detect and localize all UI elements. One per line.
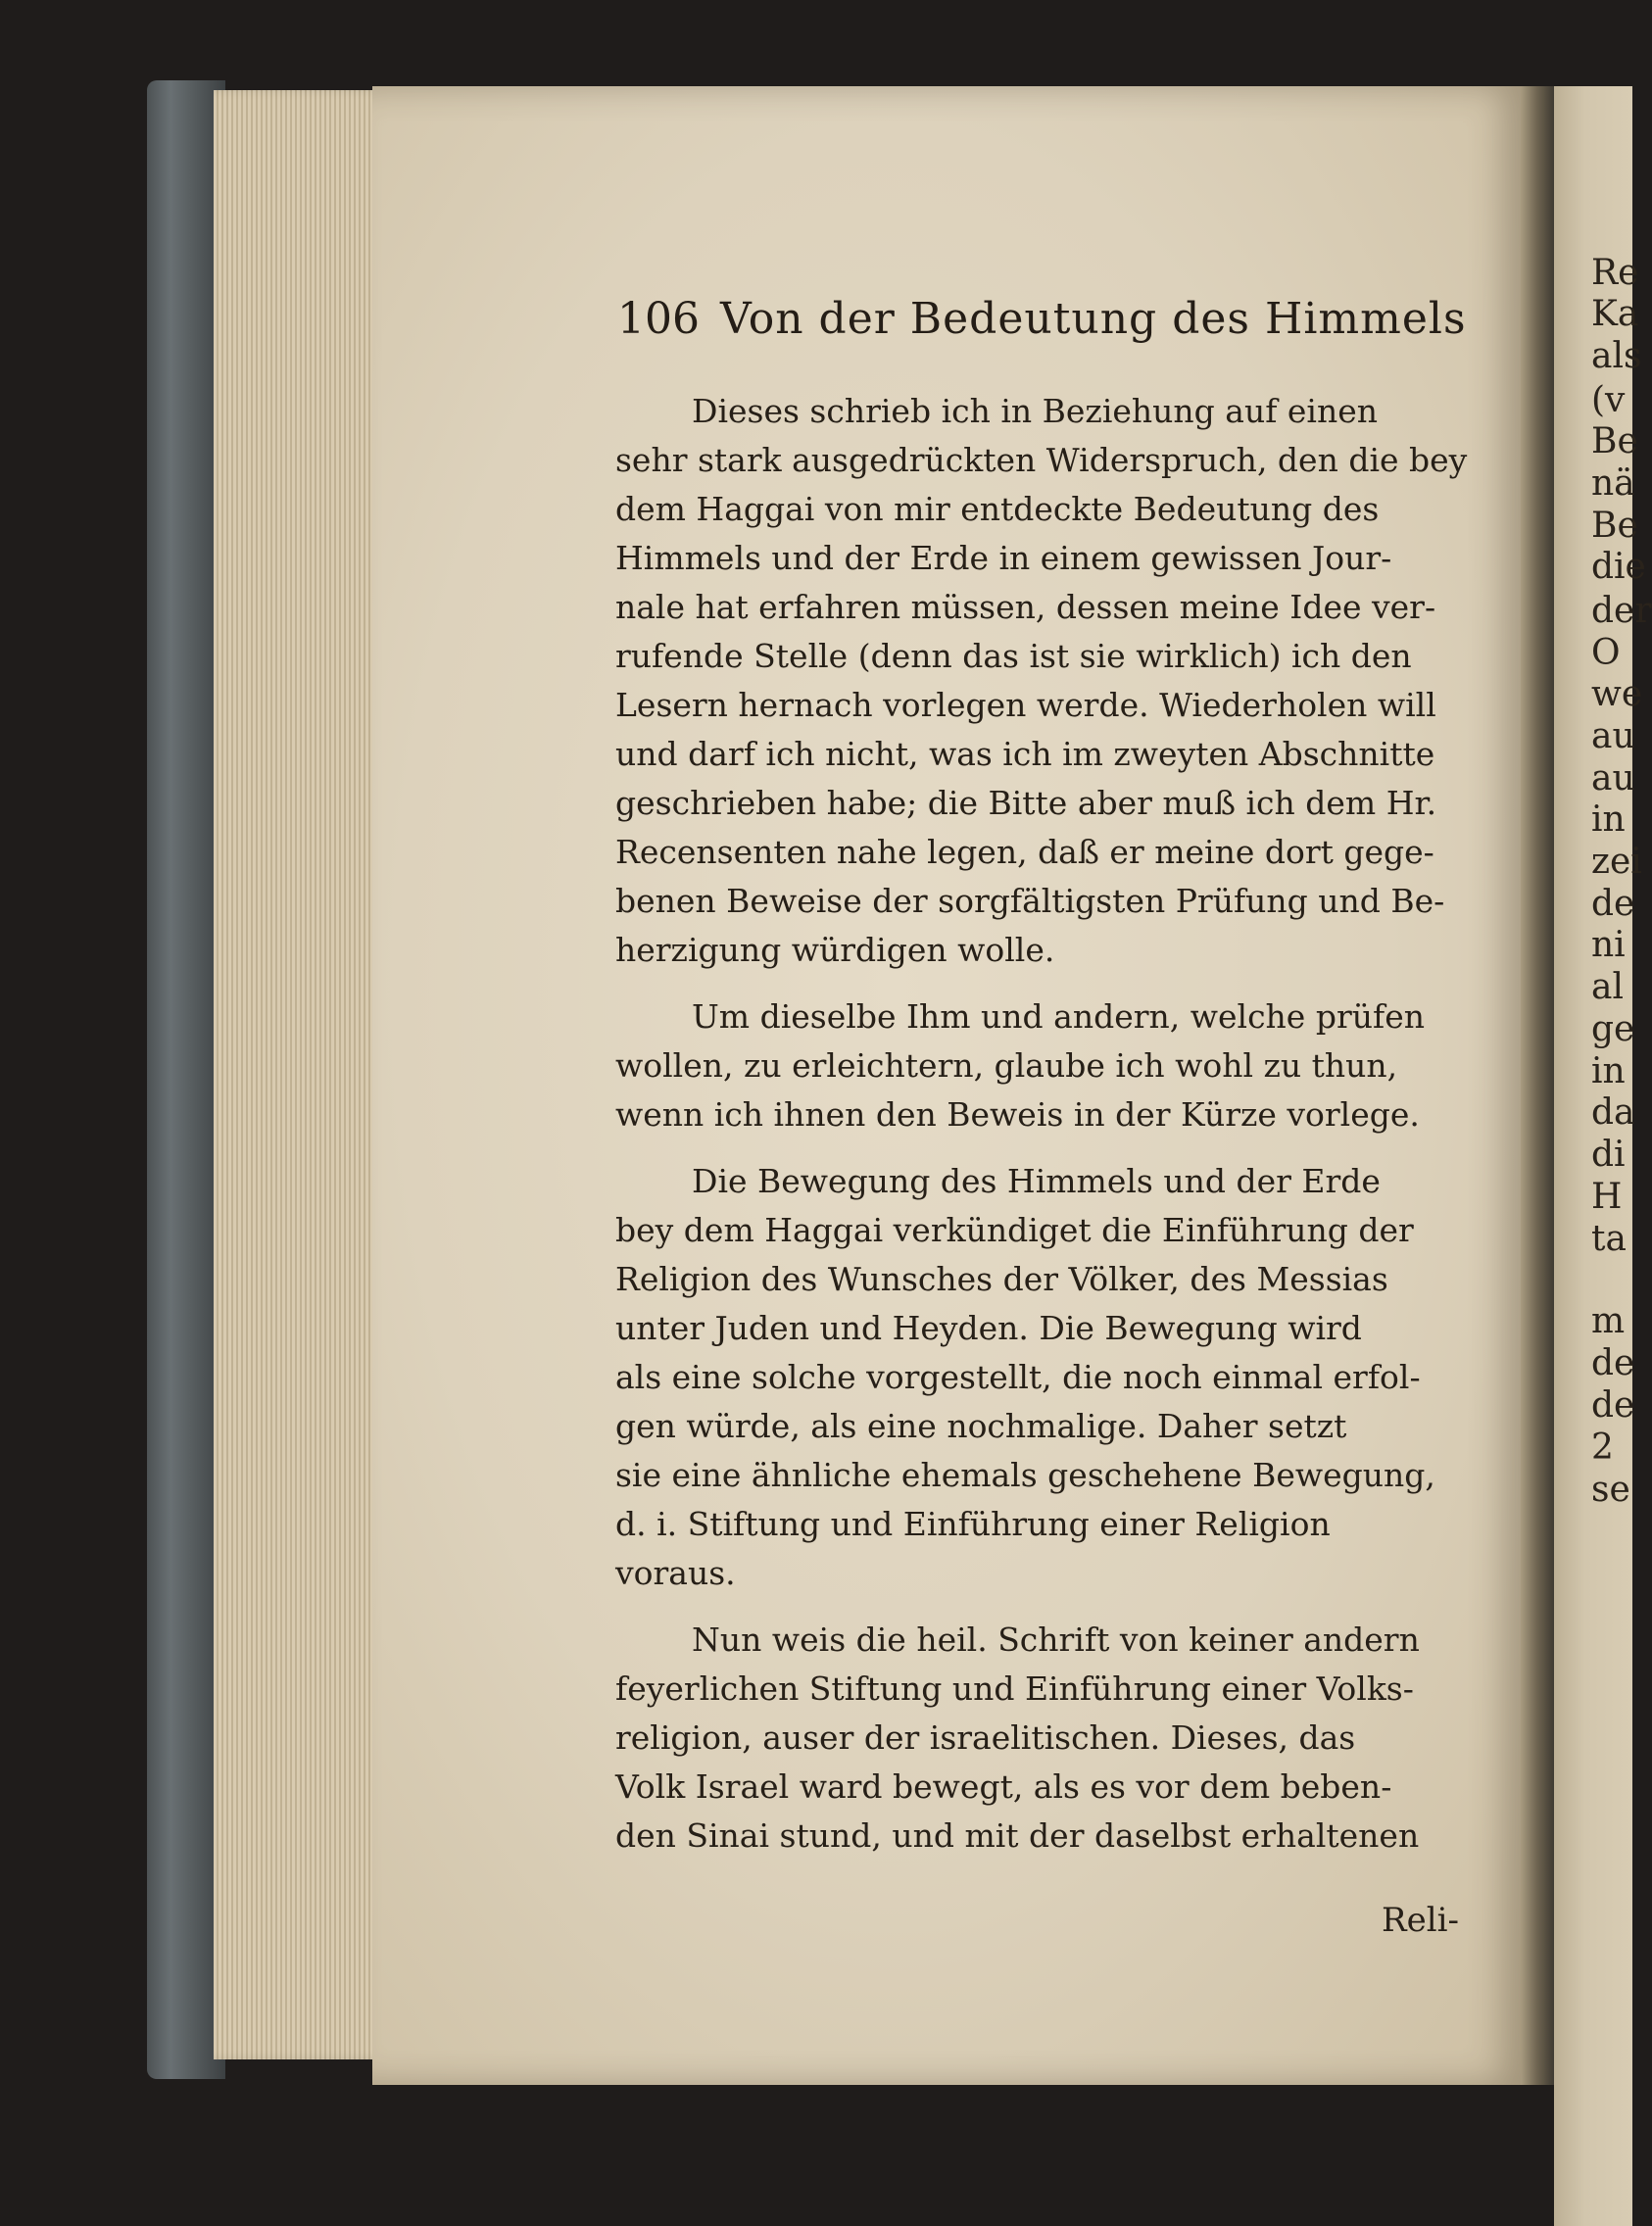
text-line: als eine solche vorgestellt, die noch einmal erfol-: [615, 1358, 1421, 1396]
facing-page-text: die: [1591, 547, 1646, 587]
text-line: nale hat erfahren müssen, dessen meine Idee ver-: [615, 588, 1436, 626]
text-line: rufende Stelle (denn das ist sie wirklich) ich den: [615, 637, 1412, 675]
text-line: wollen, zu erleichtern, glaube ich wohl zu thun,: [615, 1046, 1398, 1085]
facing-page-text: Ka: [1591, 294, 1639, 334]
text-line: unter Juden und Heyden. Die Bewegung wird: [615, 1309, 1362, 1347]
text-line: bey dem Haggai verkündiget die Einführung der: [615, 1211, 1414, 1249]
facing-page-text: Be: [1591, 421, 1638, 461]
facing-page-text: se: [1591, 1470, 1630, 1510]
page-header: [617, 294, 1467, 353]
paragraph: [615, 1157, 1478, 1598]
text-line: sehr stark ausgedrückten Widerspruch, den die bey: [615, 441, 1468, 479]
facing-page-fragment: [1554, 86, 1652, 2226]
text-line: den Sinai stund, und mit der daselbst erhaltenen: [615, 1816, 1420, 1855]
facing-page-text: Be: [1591, 506, 1638, 546]
facing-page-text: nä: [1591, 463, 1635, 504]
facing-page-text: au: [1591, 716, 1635, 756]
facing-page-text: ni: [1591, 925, 1626, 965]
text-line: gen würde, als eine nochmalige. Daher setzt: [615, 1407, 1347, 1445]
facing-page-text: in: [1591, 1051, 1626, 1091]
facing-page-text: da: [1591, 1092, 1635, 1133]
body-text: [615, 387, 1478, 1861]
text-line: benen Beweise der sorgfältigsten Prüfung und Be-: [615, 882, 1445, 920]
facing-page-text: de: [1591, 1343, 1635, 1383]
facing-page-text: in: [1591, 799, 1626, 840]
text-line: Die Bewegung des Himmels und der Erde: [692, 1162, 1381, 1200]
facing-page-text: 2: [1591, 1428, 1614, 1468]
catchword: Reli-: [1382, 1901, 1459, 1940]
facing-page-text: zei: [1591, 842, 1642, 882]
facing-page-text: ta: [1591, 1219, 1627, 1259]
text-line: Volk Israel ward bewegt, als es vor dem beben-: [615, 1767, 1392, 1806]
running-title: Von der Bedeutung des Himmels: [720, 294, 1467, 344]
text-line: feyerlichen Stiftung und Einführung einer Volks-: [615, 1670, 1414, 1708]
facing-page-text: we: [1591, 674, 1643, 714]
text-line: Um dieselbe Ihm und andern, welche prüfen: [692, 997, 1425, 1036]
facing-page-text: ge: [1591, 1009, 1635, 1049]
text-line: wenn ich ihnen den Beweis in der Kürze vorlege.: [615, 1095, 1420, 1134]
text-line: Himmels und der Erde in einem gewissen Jour-: [615, 539, 1392, 577]
page-number: 106: [617, 294, 700, 344]
facing-page-text: H: [1591, 1177, 1623, 1217]
facing-page-text: O: [1591, 633, 1621, 673]
text-line: und darf ich nicht, was ich im zweyten Abschnitte: [615, 735, 1435, 773]
text-line: geschrieben habe; die Bitte aber muß ich dem Hr.: [615, 784, 1437, 822]
facing-page-text: de: [1591, 884, 1635, 924]
text-line: herzigung würdigen wolle.: [615, 931, 1055, 969]
text-line: dem Haggai von mir entdeckte Bedeutung des: [615, 490, 1380, 528]
text-line: sie eine ähnliche ehemals geschehene Bewegung,: [615, 1456, 1435, 1494]
facing-page-text: au: [1591, 758, 1635, 798]
facing-page-text: der: [1591, 591, 1652, 631]
page-gutter: [1521, 86, 1554, 2085]
text-line: Dieses schrieb ich in Beziehung auf einen: [692, 392, 1379, 430]
text-line: d. i. Stiftung und Einführung einer Religion: [615, 1505, 1331, 1543]
text-line: voraus.: [615, 1554, 736, 1592]
facing-page-text: (v: [1591, 380, 1626, 420]
facing-page-text: al: [1591, 967, 1624, 1007]
facing-page-text: m: [1591, 1301, 1626, 1341]
text-line: Nun weis die heil. Schrift von keiner andern: [692, 1621, 1420, 1659]
paragraph: [615, 992, 1478, 1139]
facing-page-text: de: [1591, 1385, 1635, 1426]
paragraph: [615, 1616, 1478, 1861]
text-line: Religion des Wunsches der Völker, des Messias: [615, 1260, 1388, 1298]
paragraph: [615, 387, 1478, 975]
facing-page-text: di: [1591, 1135, 1626, 1175]
facing-page-text: Re: [1591, 253, 1639, 293]
facing-page-text: als: [1591, 336, 1642, 376]
text-line: religion, auser der israelitischen. Dieses, das: [615, 1718, 1356, 1757]
text-line: Recensenten nahe legen, daß er meine dort gege-: [615, 833, 1434, 871]
page-fore-edges: [214, 90, 390, 2059]
text-line: Lesern hernach vorlegen werde. Wiederholen will: [615, 686, 1436, 724]
